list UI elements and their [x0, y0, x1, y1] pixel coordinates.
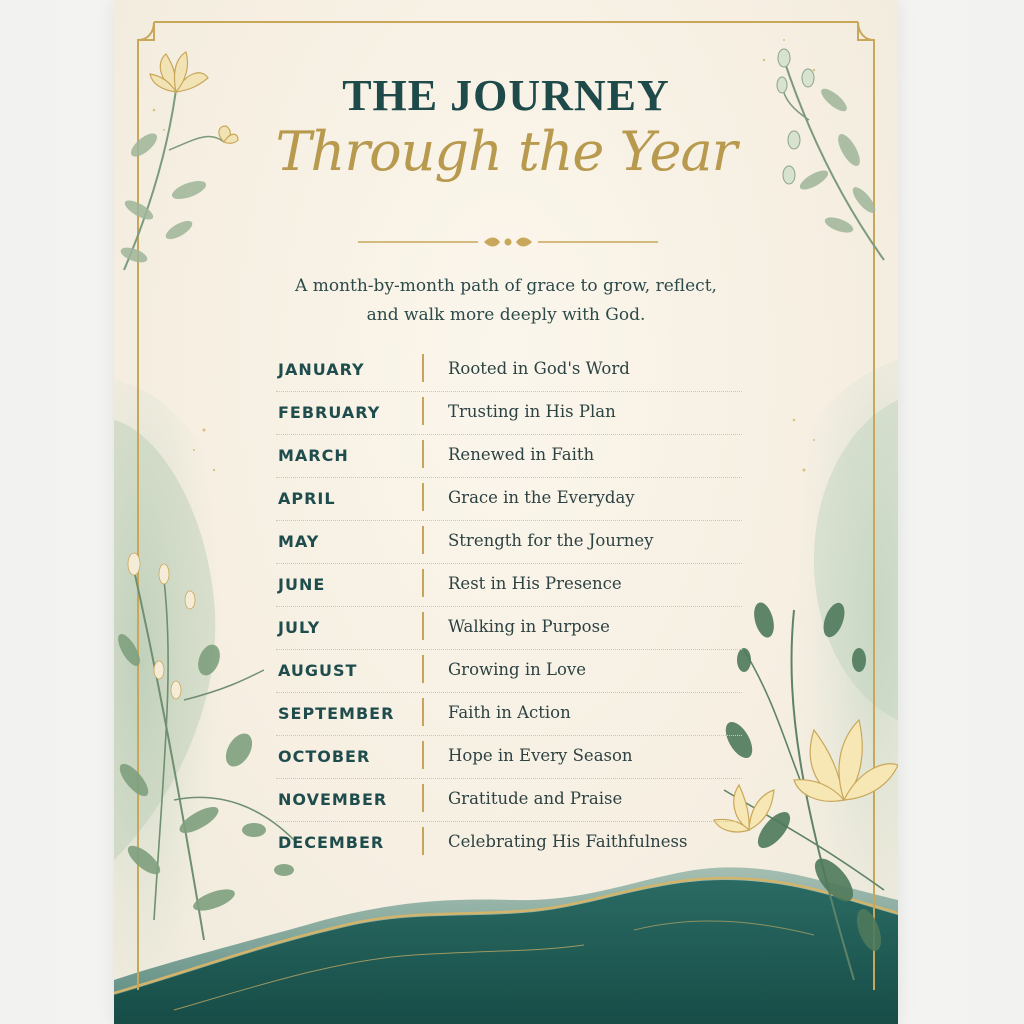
month-theme: Rooted in God's Word: [448, 359, 630, 378]
month-theme: Gratitude and Praise: [448, 789, 623, 808]
month-theme: Rest in His Presence: [448, 574, 622, 593]
poster-subtitle: Through the Year: [275, 120, 737, 183]
month-row: [276, 478, 742, 521]
month-name: AUGUST: [278, 661, 358, 680]
month-theme: Faith in Action: [448, 703, 571, 722]
month-row: [276, 650, 742, 693]
month-list: [276, 349, 742, 865]
month-row: [276, 779, 742, 822]
month-theme: Renewed in Faith: [448, 445, 595, 464]
month-row: [276, 736, 742, 779]
gold-separator: [422, 354, 424, 382]
gold-separator: [422, 655, 424, 683]
month-name: JANUARY: [278, 360, 365, 379]
month-name: MAY: [278, 532, 320, 551]
month-name: JUNE: [278, 575, 326, 594]
poster-title: THE JOURNEY: [342, 71, 670, 120]
month-row: [276, 435, 742, 478]
month-name: DECEMBER: [278, 833, 385, 852]
month-theme: Celebrating His Faithfulness: [448, 832, 688, 851]
poster-card: [114, 0, 898, 1024]
month-row: [276, 392, 742, 435]
month-theme: Growing in Love: [448, 660, 586, 679]
gold-separator: [422, 698, 424, 726]
month-theme: Walking in Purpose: [448, 617, 610, 636]
ornamental-divider: [358, 232, 658, 252]
month-theme: Trusting in His Plan: [448, 402, 616, 421]
month-row: [276, 693, 742, 736]
month-name: JULY: [278, 618, 321, 637]
month-row: [276, 564, 742, 607]
month-row: [276, 349, 742, 392]
month-theme: Grace in the Everyday: [448, 488, 635, 507]
month-row: [276, 521, 742, 564]
month-name: NOVEMBER: [278, 790, 388, 809]
month-theme: Strength for the Journey: [448, 531, 654, 550]
month-name: SEPTEMBER: [278, 704, 395, 723]
intro-text: A month-by-month path of grace to grow, reflect, and walk more deeply with God.: [295, 276, 717, 325]
gold-separator: [422, 397, 424, 425]
gold-separator: [422, 440, 424, 468]
month-name: FEBRUARY: [278, 403, 381, 422]
gold-separator: [422, 569, 424, 597]
month-theme: Hope in Every Season: [448, 746, 633, 765]
gold-separator: [422, 483, 424, 511]
month-name: APRIL: [278, 489, 336, 508]
gold-separator: [422, 612, 424, 640]
gold-separator: [422, 526, 424, 554]
month-row: [276, 822, 742, 865]
month-name: MARCH: [278, 446, 349, 465]
month-row: [276, 607, 742, 650]
gold-separator: [422, 741, 424, 769]
gold-separator: [422, 827, 424, 855]
gold-separator: [422, 784, 424, 812]
month-name: OCTOBER: [278, 747, 371, 766]
